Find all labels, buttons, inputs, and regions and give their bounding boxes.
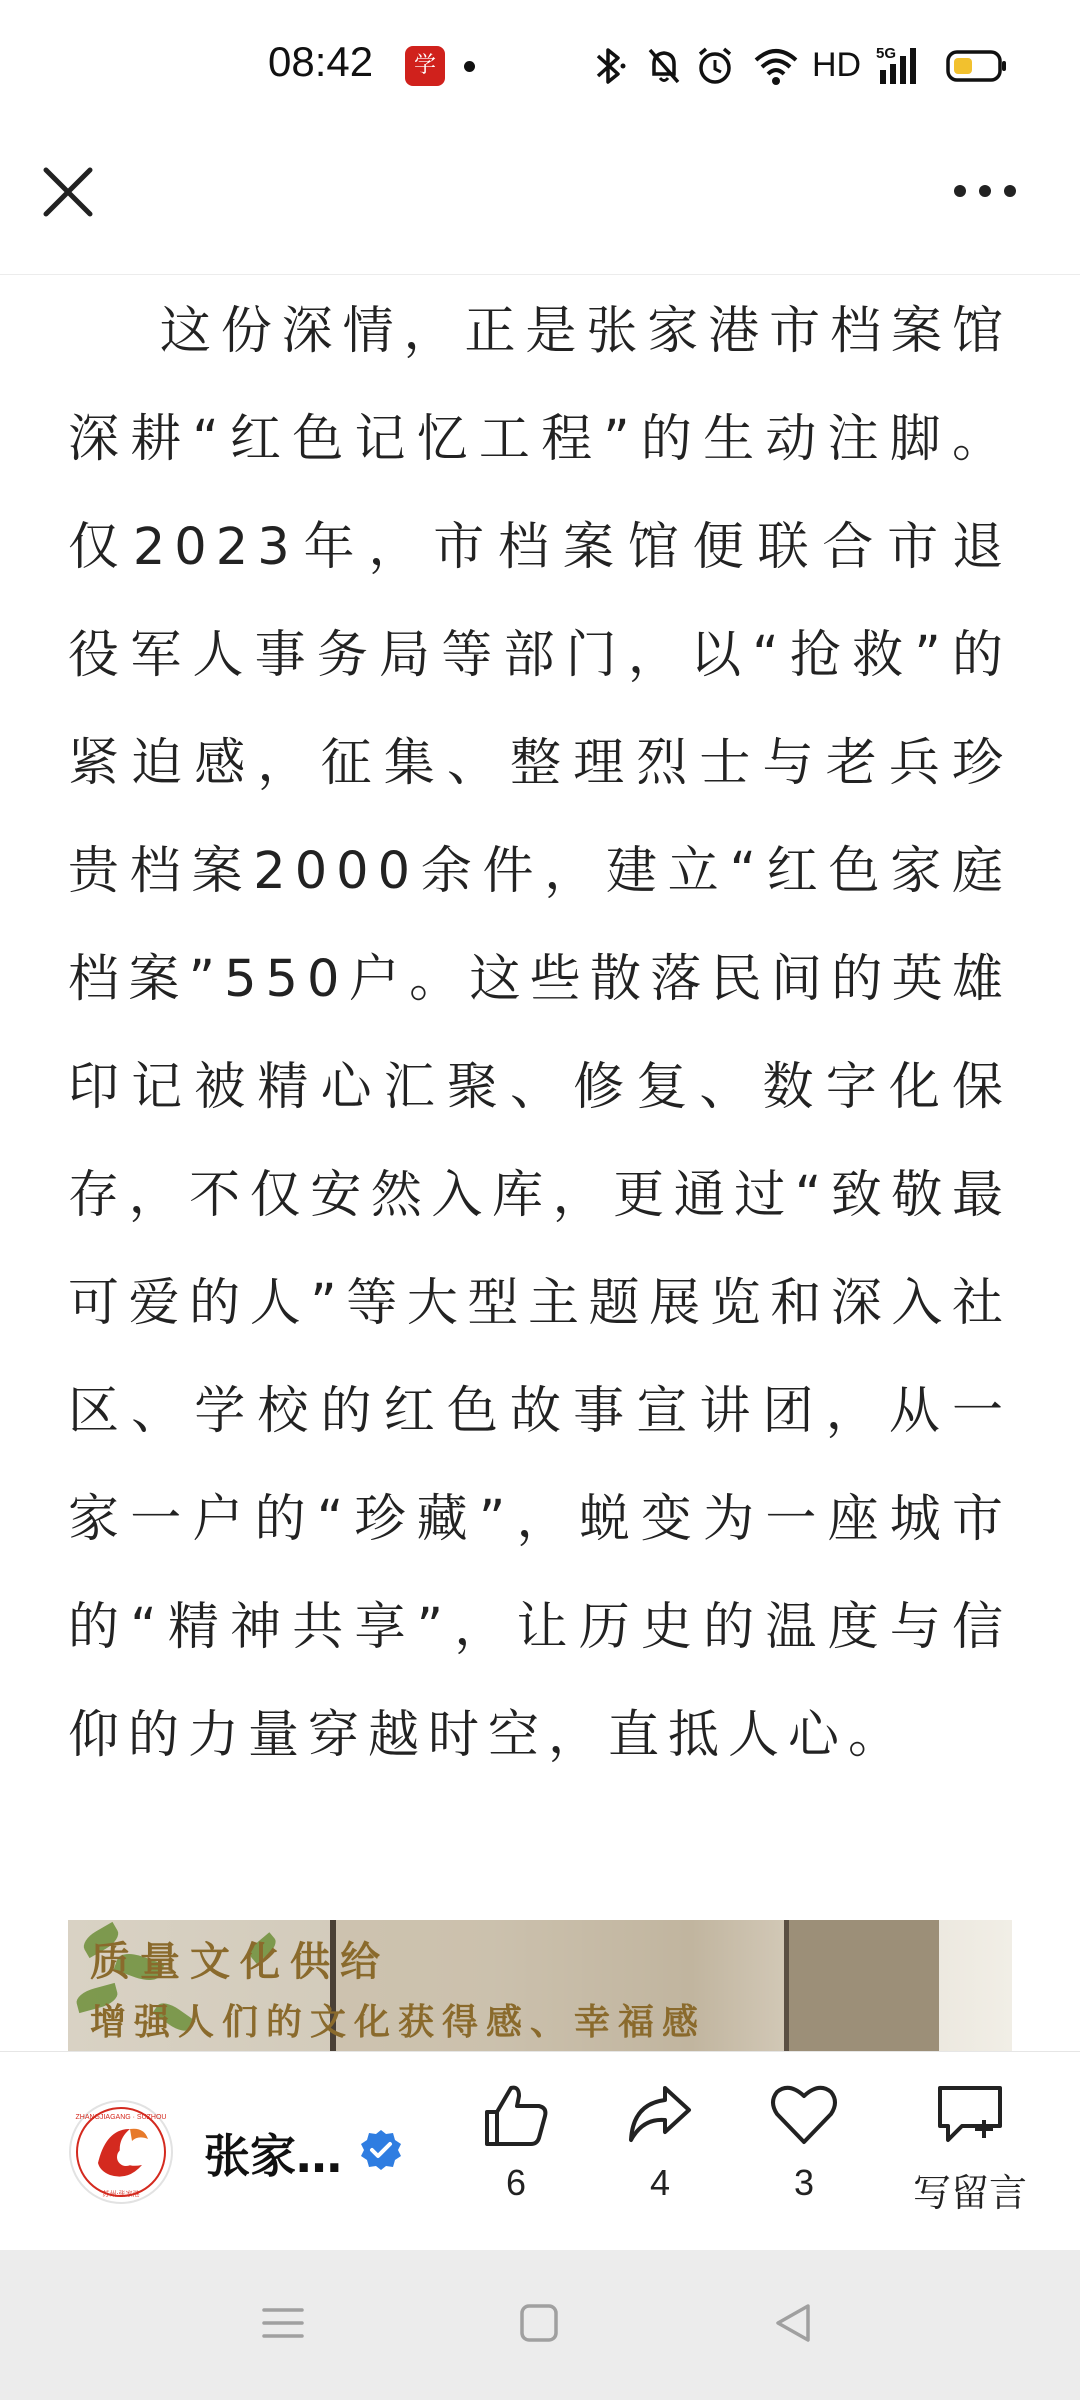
photo-panel-dark	[784, 1920, 939, 2054]
avatar-logo-subtext: 苏州·张家港	[102, 2190, 140, 2198]
system-navigation-bar	[0, 2250, 1080, 2400]
avatar-logo-text: ZHANGJIAGANG · SUZHOU	[75, 2114, 167, 2121]
thumbs-up-icon	[481, 2082, 551, 2148]
comment-add-icon	[932, 2082, 1008, 2148]
account-name[interactable]: 张家…	[204, 2129, 342, 2183]
write-comment-label: 写留言	[912, 2171, 1027, 2215]
bluetooth-icon	[590, 44, 630, 88]
notification-dot-icon	[464, 61, 475, 72]
alarm-icon	[694, 44, 736, 88]
status-bar	[0, 0, 1080, 130]
mute-icon	[644, 44, 684, 88]
share-icon	[625, 2082, 695, 2148]
favorite-button[interactable]	[744, 2082, 864, 2222]
more-icon[interactable]	[950, 166, 1020, 216]
recent-apps-icon[interactable]	[258, 2298, 308, 2348]
status-time: 08:42	[268, 38, 374, 85]
battery-icon	[946, 44, 1008, 88]
heart-icon	[769, 2082, 839, 2148]
account-avatar[interactable]	[68, 2099, 174, 2205]
photo-text-line2: 增强人们的文化获得感、幸福感	[90, 2001, 707, 2043]
like-count: 6	[505, 2162, 527, 2203]
article-body	[68, 278, 1012, 1790]
photo-text-line1: 质量文化供给	[90, 1938, 390, 1985]
article-paragraph: 这份深情，正是张家港市档案馆深耕“红色记忆工程”的生动注脚。仅2023年，市档案馆便联合市退役军人事务局等部门，以“抢救”的紧迫感，征集、整理烈士与老兵珍贵档案2000余件，建立“红色家庭档案”550户。这些散落民间的英雄印记被精心汇聚、修复、数字化保存，不仅安然入库，更通过“致敬最可爱的人”等大型主题展览和深入社区、学校的红色故事宣讲团，从一家一户的“珍藏”，蜕变为一座城市的“精神共享”，让历史的温度与信仰的力量穿越时空，直抵人心。	[68, 302, 1012, 1765]
svg-text:5G: 5G	[876, 45, 897, 62]
article-image[interactable]	[68, 1920, 1012, 2054]
verified-badge-icon	[359, 2128, 403, 2172]
write-comment-button[interactable]	[880, 2082, 1060, 2222]
favorite-count: 3	[793, 2162, 815, 2203]
like-button[interactable]	[456, 2082, 576, 2222]
signal-icon	[874, 44, 930, 88]
back-icon[interactable]	[768, 2298, 818, 2348]
close-icon[interactable]	[36, 160, 100, 224]
share-count: 4	[649, 2162, 671, 2203]
wifi-icon	[752, 44, 800, 88]
share-button[interactable]	[600, 2082, 720, 2222]
network-label: HD	[812, 46, 862, 84]
app-notification-icon: 学習	[405, 46, 445, 86]
home-icon[interactable]	[514, 2298, 564, 2348]
article-toolbar	[0, 130, 1080, 275]
